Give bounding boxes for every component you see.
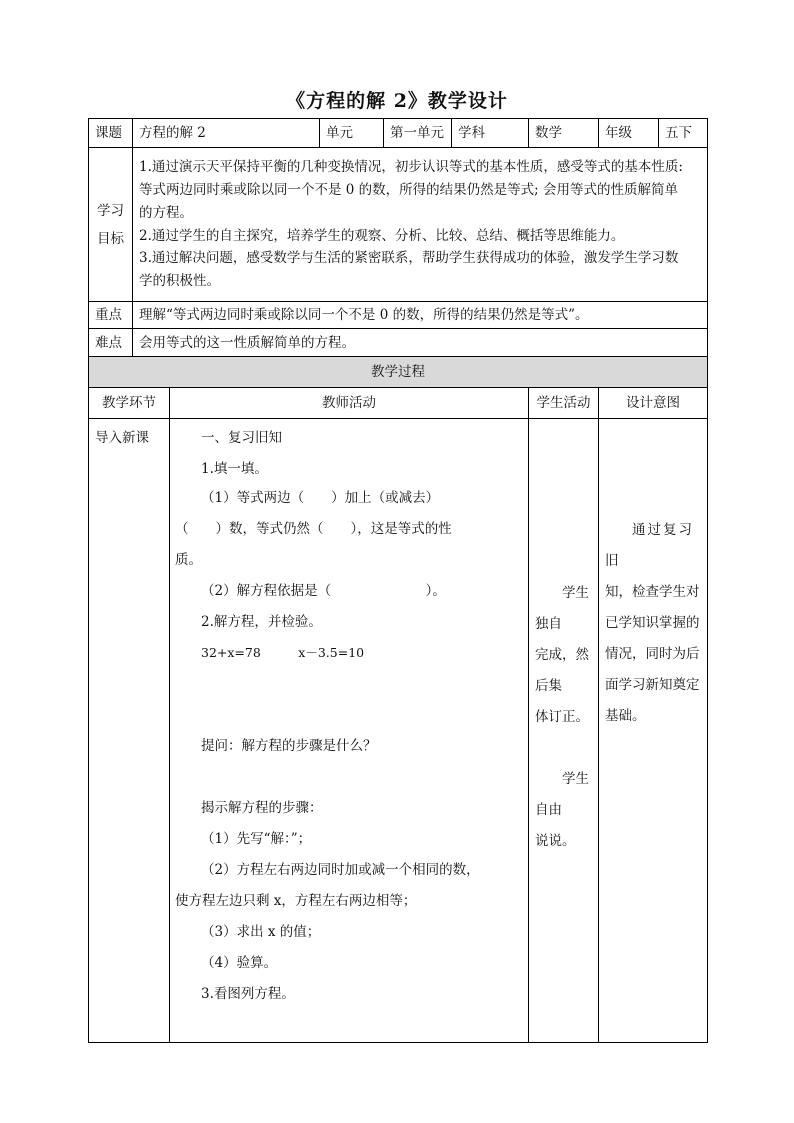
lesson-plan-table <box>88 118 708 1043</box>
key-point-label: 重点 <box>89 302 133 329</box>
student-line <box>535 733 592 764</box>
design-line: 已学知识掌握的 <box>605 615 700 631</box>
topic-value: 方程的解 2 <box>133 119 320 148</box>
teacher-line: （ ）数，等式仍然（ ），这是等式的性 <box>175 521 452 537</box>
difficulty-text: 会用等式的这一性质解简单的方程。 <box>133 329 708 357</box>
goals-label-line2: 目标 <box>97 230 124 247</box>
topic-label: 课题 <box>89 119 133 148</box>
goal-line: 3.通过解决问题，感受数学与生活的紧密联系，帮助学生获得成功的体验，激发学生学习数 <box>139 250 679 267</box>
teacher-line: （3）求出 x 的值； <box>201 924 321 940</box>
goals-label-line1: 学习 <box>97 202 124 219</box>
teacher-line: 2.解方程，并检验。 <box>201 614 322 630</box>
design-line: 面学习新知奠定 <box>605 677 700 693</box>
student-activity-cell <box>529 419 599 1043</box>
difficulty-label: 难点 <box>89 329 133 357</box>
teacher-line: （2）方程左右两边同时加或减一个相同的数， <box>201 862 480 878</box>
subject-value: 数学 <box>529 119 599 148</box>
student-line: 学生独自 <box>535 585 590 632</box>
goals-label <box>89 148 133 302</box>
teacher-line: （1）先写“解：”； <box>201 831 312 847</box>
design-line: 情况，同时为后 <box>605 646 700 662</box>
grade-label: 年级 <box>599 119 659 148</box>
process-title: 教学过程 <box>89 357 708 388</box>
teacher-line: （1）等式两边（ ）加上（或减去） <box>201 490 440 506</box>
goal-line: 1.通过演示天平保持平衡的几种变换情况，初步认识等式的基本性质，感受等式的基本性质: <box>139 159 683 176</box>
goals-text <box>133 148 708 302</box>
teacher-line: 一、复习旧知 <box>201 430 282 446</box>
teacher-line: 3.看图列方程。 <box>201 986 295 1002</box>
student-line: 学生自由 <box>535 771 590 818</box>
unit-value: 第一单元 <box>384 119 452 148</box>
header-student: 学生活动 <box>529 388 599 419</box>
grade-value: 五下 <box>659 119 708 148</box>
design-intent-cell <box>599 419 708 1043</box>
stage-cell <box>89 419 170 1043</box>
stage-label: 导入新课 <box>95 430 149 446</box>
subject-label: 学科 <box>452 119 529 148</box>
student-line: 说说。 <box>535 833 576 849</box>
goal-line: 等式两边同时乘或除以同一个不是 0 的数，所得的结果仍然是等式; 会用等式的性质解简单 <box>139 181 679 198</box>
design-line: 知，检查学生对 <box>605 584 700 600</box>
header-teacher: 教师活动 <box>170 388 529 419</box>
student-line: 体订正。 <box>535 709 590 725</box>
key-point-text: 理解“等式两边同时乘或除以同一个不是 0 的数，所得的结果仍然是等式”。 <box>133 302 708 329</box>
design-line: 通过复习旧 <box>605 522 695 569</box>
teacher-line: 1.填一填。 <box>201 461 268 477</box>
teacher-line: （4）验算。 <box>201 955 278 971</box>
goal-line: 学的积极性。 <box>139 273 220 290</box>
goal-line: 2.通过学生的自主探究，培养学生的观察、分析、比较、总结、概括等思维能力。 <box>139 227 625 244</box>
teacher-line: 质。 <box>175 552 202 568</box>
design-line: 基础。 <box>605 708 646 724</box>
document-title: 《方程的解 2》教学设计 <box>286 90 508 112</box>
teacher-line: 提问：解方程的步骤是什么？ <box>201 738 377 754</box>
teacher-line: 使方程左边只剩 x，方程左右两边相等； <box>175 893 417 909</box>
header-design: 设计意图 <box>599 388 708 419</box>
header-stage: 教学环节 <box>89 388 170 419</box>
teacher-line: （2）解方程依据是（ ）。 <box>201 583 446 599</box>
teacher-line: 揭示解方程的步骤： <box>201 800 323 816</box>
equation-line: 32+x=78 x－3.5=10 <box>201 645 365 660</box>
goal-line: 的方程。 <box>139 204 193 221</box>
teacher-activity-cell <box>170 419 529 1043</box>
student-line: 完成，然后集 <box>535 647 590 694</box>
unit-label: 单元 <box>320 119 384 148</box>
